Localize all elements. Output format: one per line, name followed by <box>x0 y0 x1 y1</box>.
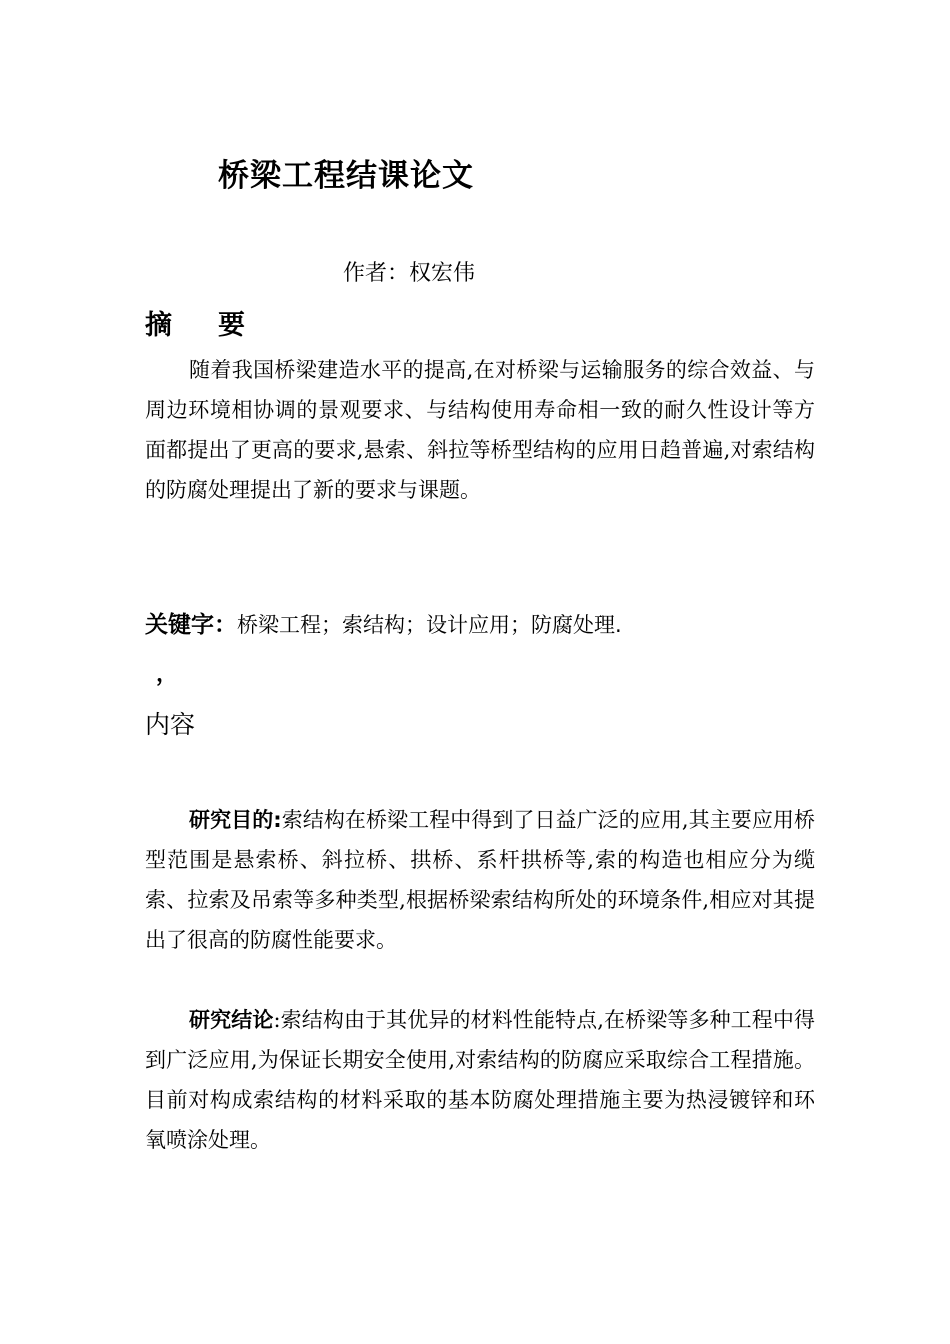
author-line: 作者：权宏伟 <box>343 261 476 286</box>
keywords-line <box>145 606 622 639</box>
conclusion-paragraph <box>145 1000 815 1160</box>
abstract-heading <box>145 303 245 342</box>
keywords-text: 桥梁工程；索结构；设计应用；防腐处理. <box>237 613 622 637</box>
conclusion-lead: 研究结论 <box>189 1008 274 1032</box>
abstract-heading-right: 要 <box>218 310 245 341</box>
contents-heading: 内容 <box>145 710 196 739</box>
purpose-text: 索结构在桥梁工程中得到了日益广泛的应用,其主要应用桥型范围是悬索桥、斜拉桥、拱桥、系杆拱桥等,索的构造也相应分为缆索、拉索及吊索等多种类型,根据桥梁索结构所处的环境条件,相应对其提出了很高的防腐性能要求。 <box>145 808 815 952</box>
conclusion-text: :索结构由于其优异的材料性能特点,在桥梁等多种工程中得到广泛应用,为保证长期安全使用,对索结构的防腐应采取综合工程措施。目前对构成索结构的材料采取的基本防腐处理措施主要为热浸镀锌和环氧喷涂处理。 <box>145 1008 816 1152</box>
document-title: 桥梁工程结课论文 <box>218 158 474 194</box>
purpose-lead: 研究目的: <box>189 808 282 832</box>
stray-comma: ， <box>156 662 179 687</box>
abstract-paragraph: 随着我国桥梁建造水平的提高,在对桥梁与运输服务的综合效益、与周边环境相协调的景观要求、与结构使用寿命相一致的耐久性设计等方面都提出了更高的要求,悬索、斜拉等桥型结构的应用日趋普遍,对索结构的防腐处理提出了新的要求与课题。 <box>145 358 815 502</box>
abstract-heading-left: 摘 <box>145 310 172 341</box>
keywords-label: 关键字： <box>145 612 237 638</box>
purpose-paragraph <box>145 800 815 960</box>
